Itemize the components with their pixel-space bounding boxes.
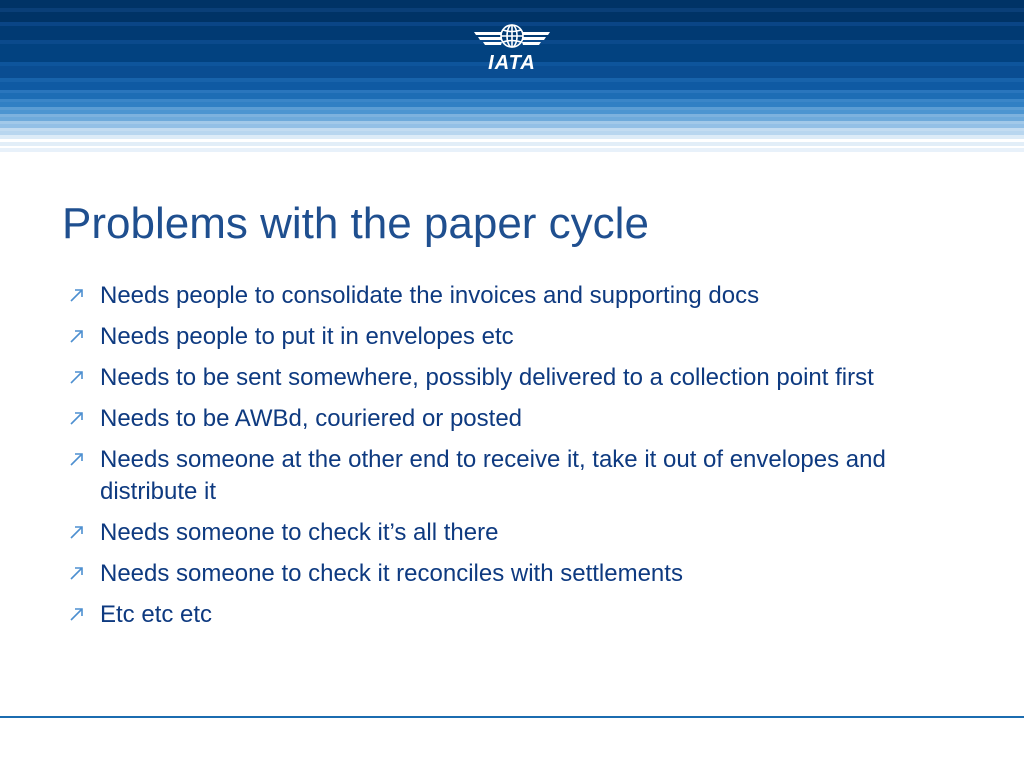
iata-logo bbox=[472, 20, 552, 76]
slide-title: Problems with the paper cycle bbox=[62, 199, 649, 248]
arrow-up-right-icon bbox=[66, 325, 88, 347]
bullet-text: Needs people to consolidate the invoices and supporting docs bbox=[100, 282, 760, 309]
bullet-item bbox=[62, 362, 942, 394]
arrow-up-right-icon bbox=[66, 562, 88, 584]
bullet-item bbox=[62, 444, 942, 508]
globe-wings-icon bbox=[472, 20, 552, 54]
bullet-text: Needs someone to check it reconciles with settlements bbox=[100, 560, 683, 587]
bullet-text: Needs someone to check it’s all there bbox=[100, 519, 499, 546]
logo-wordmark: IATA bbox=[488, 52, 536, 74]
bullet-text: Needs to be sent somewhere, possibly delivered to a collection point first bbox=[100, 364, 874, 391]
arrow-up-right-icon bbox=[66, 407, 88, 429]
arrow-up-right-icon bbox=[66, 366, 88, 388]
arrow-up-right-icon bbox=[66, 448, 88, 470]
bullet-item bbox=[62, 280, 942, 312]
bullet-item bbox=[62, 599, 942, 631]
arrow-up-right-icon bbox=[66, 284, 88, 306]
bullet-text: Needs people to put it in envelopes etc bbox=[100, 323, 514, 350]
bullet-text: Needs someone at the other end to receive it, take it out of envelopes and distribute it bbox=[100, 446, 886, 505]
bullet-item bbox=[62, 403, 942, 435]
bullet-text: Etc etc etc bbox=[100, 601, 213, 628]
bullet-item bbox=[62, 558, 942, 590]
footer-divider bbox=[0, 716, 1024, 718]
bullet-item bbox=[62, 321, 942, 353]
arrow-up-right-icon bbox=[66, 521, 88, 543]
bullet-text: Needs to be AWBd, couriered or posted bbox=[100, 405, 523, 432]
arrow-up-right-icon bbox=[66, 603, 88, 625]
bullet-list bbox=[62, 280, 942, 640]
bullet-item bbox=[62, 517, 942, 549]
